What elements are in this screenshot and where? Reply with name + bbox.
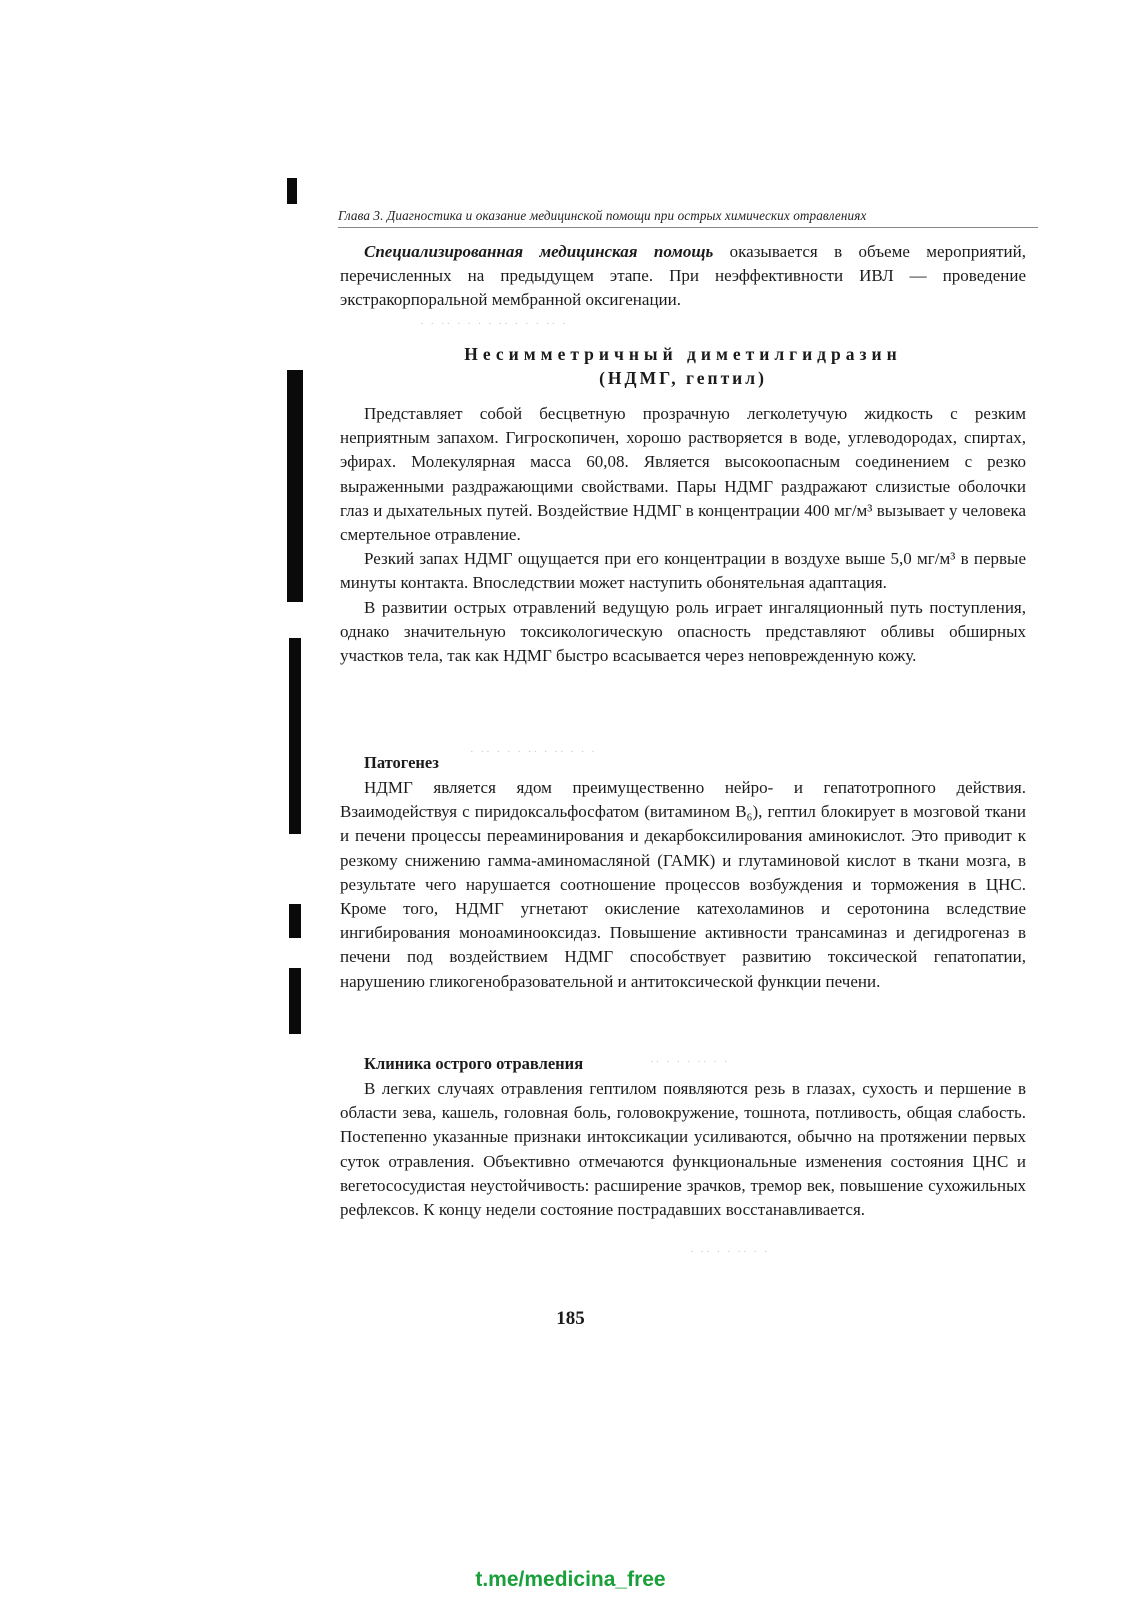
scan-bar-4 [289, 968, 301, 1034]
scan-bar-2 [289, 638, 301, 834]
footer-link[interactable]: t.me/medicina_free [475, 1568, 666, 1591]
scan-noise: · ·· · · · ·· · ·· · · · [470, 746, 597, 758]
pathogenesis-title: Патогенез [364, 753, 439, 772]
section-title [340, 342, 1026, 390]
scan-mark-top [287, 178, 297, 204]
page-number: 185 [556, 1308, 585, 1329]
paragraph: НДМГ является ядом преимущественно нейро- и гепатотропного действия. Взаимодействуя с пиридоксальфосфатом (витамином B₆), гептил блокирует в мозговой ткани и печени процессы переаминирования и декарбоксилирования аминокислот. Это приводит к резкому снижению гамма-аминомасляной (ГАМК) и глутаминовой кислот в ткани мозга, в результате чего нарушается соотношение процессов возбуждения и торможения в ЦНС. Кроме того, НДМГ угнетают окисление катехоламинов и серотонина вследствие ингибирования моноаминооксидаз. Повышение активности трансаминаз и дегидрогеназ в печени под воздействием НДМГ способствует развитию токсической гепатопатии, нарушению гликогенобразовательной и антитоксической функции печени. [340, 778, 1026, 991]
scan-noise: · · ·· · · · · ·· · · · ·· · [420, 318, 568, 330]
pathogenesis-text [340, 776, 1026, 994]
running-head: Глава 3. Диагностика и оказание медицинской помощи при острых химических отравлениях [338, 208, 1038, 228]
scan-noise: ·· · · · ·· · · [650, 1056, 730, 1068]
scan-bar-3 [289, 904, 301, 938]
scan-noise: · ·· · · ·· · · [690, 1246, 770, 1258]
paragraph: В легких случаях отравления гептилом появляются резь в глазах, сухость и першение в области зева, кашель, головная боль, головокружение, тошнота, потливость, общая слабость. Постепенно указанные признаки интоксикации усиливаются, обычно на протяжении первых суток отравления. Объективно отмечаются функциональные изменения состояния ЦНС и вегетососудистая неустойчивость: расширение зрачков, тремор век, повышение сухожильных рефлексов. К концу недели состояние пострадавших восстанавливается. [340, 1079, 1026, 1220]
body-text-1 [340, 402, 1026, 668]
clinic-title: Клиника острого отравления [364, 1054, 584, 1073]
intro-paragraph [340, 240, 1026, 313]
section-title-line1: Несимметричный диметилгидразин [464, 344, 902, 364]
section-title-line2: (НДМГ, гептил) [599, 368, 767, 388]
scan-bar-1 [287, 370, 303, 602]
paragraph: В развитии острых отравлений ведущую роль играет ингаляционный путь поступления, однако значительную токсикологическую опасность представляют обливы обширных участков тела, так как НДМГ быстро всасывается через неповрежденную кожу. [340, 597, 1026, 666]
paragraph: Представляет собой бесцветную прозрачную легколетучую жидкость с резким неприятным запахом. Гигроскопичен, хорошо растворяется в воде, углеводородах, спиртах, эфирах. Молекулярная масса 60,08. Является высокоопасным соединением с резко выраженными раздражающими свойствами. Пары НДМГ раздражают слизистые оболочки глаз и дыхательных путей. Воздействие НДМГ в концентрации 400 мг/м³ вызывает у человека смертельное отравление. [340, 404, 1026, 545]
intro-emphasis: Специализированная медицинская помощь [364, 242, 714, 261]
paragraph: Резкий запах НДМГ ощущается при его концентрации в воздухе выше 5,0 мг/м³ в первые минуты контакта. Впоследствии может наступить обонятельная адаптация. [340, 549, 1026, 593]
clinic-text [340, 1077, 1026, 1222]
intro-text: оказывается в объеме мероприятий, перечисленных на предыдущем этапе. При неэффективности ИВЛ — проведение экстракорпоральной мембранной оксигенации. [340, 242, 1026, 310]
